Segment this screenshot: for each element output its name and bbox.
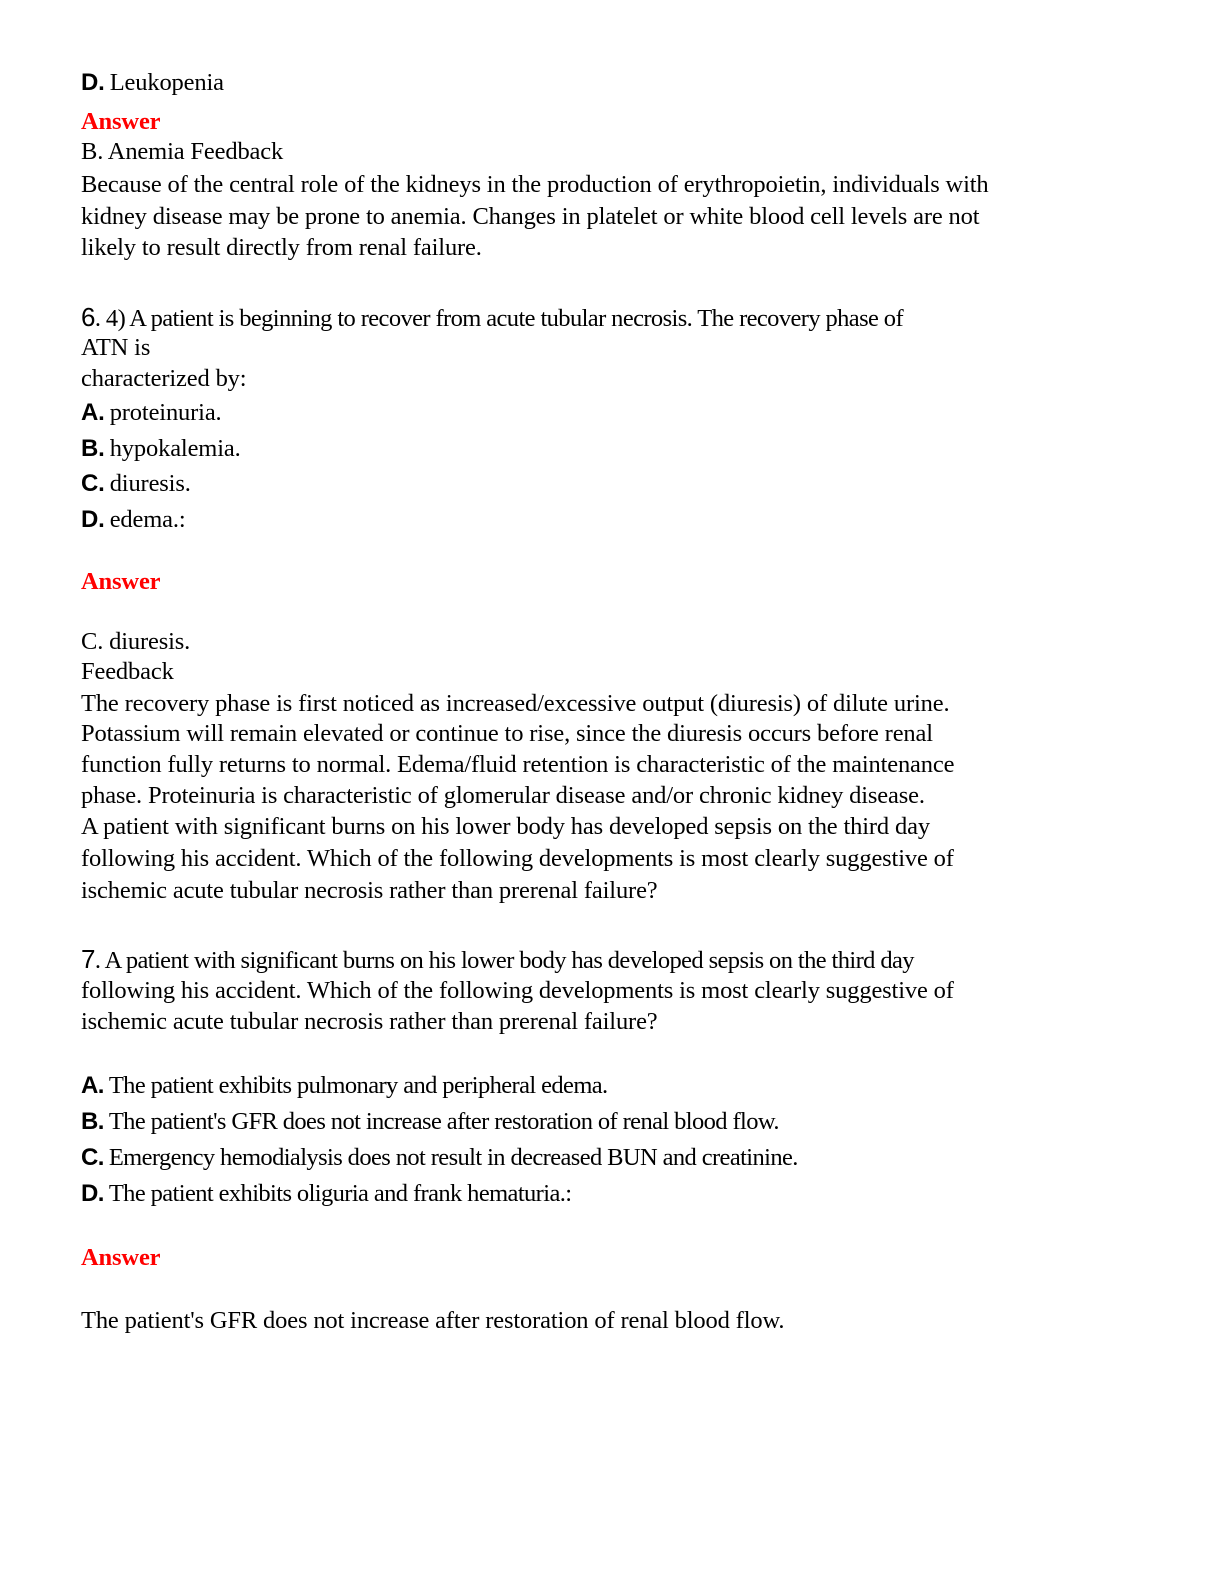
q7-answer-text: The patient's GFR does not increase after restoration of renal blood flow.	[81, 1307, 785, 1334]
q5-answer-heading: Answer	[81, 108, 161, 135]
q7-option-c	[81, 1143, 798, 1173]
q6-question-line	[81, 302, 903, 334]
q6-feedback-line: The recovery phase is first noticed as increased/excessive output (diuresis) of dilute urine.	[81, 690, 950, 717]
q7-option-b	[81, 1107, 779, 1137]
q7-question-line: following his accident. Which of the following developments is most clearly suggestive of	[81, 977, 954, 1004]
q6-option-d	[81, 505, 186, 535]
q6-feedback-line: function fully returns to normal. Edema/fluid retention is characteristic of the maintenance	[81, 751, 955, 778]
q5-option-d	[81, 68, 224, 98]
question-text: . A patient with significant burns on his lower body has developed sepsis on the third day	[94, 947, 914, 974]
option-text: The patient's GFR does not increase after restoration of renal blood flow.	[108, 1108, 779, 1135]
option-letter: A.	[81, 1072, 104, 1099]
q6-question-line: characterized by:	[81, 365, 247, 392]
q7-option-a	[81, 1071, 608, 1101]
option-text: edema.:	[109, 506, 186, 533]
q6-feedback-line: Potassium will remain elevated or continue to rise, since the diuresis occurs before renal	[81, 720, 933, 747]
option-text: Emergency hemodialysis does not result in decreased BUN and creatinine.	[108, 1144, 798, 1171]
q7-answer-heading: Answer	[81, 1244, 161, 1271]
q6-feedback-line: following his accident. Which of the following developments is most clearly suggestive of	[81, 845, 954, 872]
question-number: 6	[81, 302, 95, 332]
question-text: . 4) A patient is beginning to recover from acute tubular necrosis. The recovery phase of	[94, 305, 904, 332]
option-letter: B.	[81, 435, 105, 462]
q7-option-d	[81, 1179, 571, 1209]
q6-feedback-line: ischemic acute tubular necrosis rather than prerenal failure?	[81, 877, 658, 904]
option-text: hypokalemia.	[109, 435, 241, 462]
option-text: diuresis.	[109, 470, 191, 497]
option-letter: D.	[81, 1180, 104, 1207]
q6-feedback-line: phase. Proteinuria is characteristic of glomerular disease and/or chronic kidney disease.	[81, 782, 925, 809]
question-number: 7	[81, 944, 95, 974]
q6-answer-line: C. diuresis.	[81, 628, 191, 655]
q7-question-line	[81, 944, 914, 976]
option-letter: D.	[81, 69, 105, 96]
q6-option-c	[81, 469, 191, 499]
option-text: The patient exhibits oliguria and frank hematuria.:	[108, 1180, 572, 1207]
option-letter: C.	[81, 1144, 104, 1171]
q7-question-line: ischemic acute tubular necrosis rather than prerenal failure?	[81, 1008, 658, 1035]
option-letter: A.	[81, 399, 105, 426]
q6-feedback-line: A patient with significant burns on his lower body has developed sepsis on the third day	[81, 813, 930, 840]
q6-option-a	[81, 398, 222, 428]
q6-option-b	[81, 434, 241, 464]
option-text: proteinuria.	[109, 399, 222, 426]
q6-question-line: ATN is	[81, 334, 151, 361]
q5-feedback-line: kidney disease may be prone to anemia. Changes in platelet or white blood cell levels are not	[81, 203, 980, 230]
q5-answer-line: B. Anemia Feedback	[81, 138, 284, 165]
option-letter: D.	[81, 506, 105, 533]
q5-feedback-line: likely to result directly from renal failure.	[81, 234, 482, 261]
option-text: Leukopenia	[109, 69, 224, 96]
option-text: The patient exhibits pulmonary and peripheral edema.	[108, 1072, 608, 1099]
q5-feedback-line: Because of the central role of the kidneys in the production of erythropoietin, individuals with	[81, 171, 989, 198]
option-letter: C.	[81, 470, 105, 497]
option-letter: B.	[81, 1108, 104, 1135]
q6-feedback-label: Feedback	[81, 658, 174, 685]
q6-answer-heading: Answer	[81, 568, 161, 595]
